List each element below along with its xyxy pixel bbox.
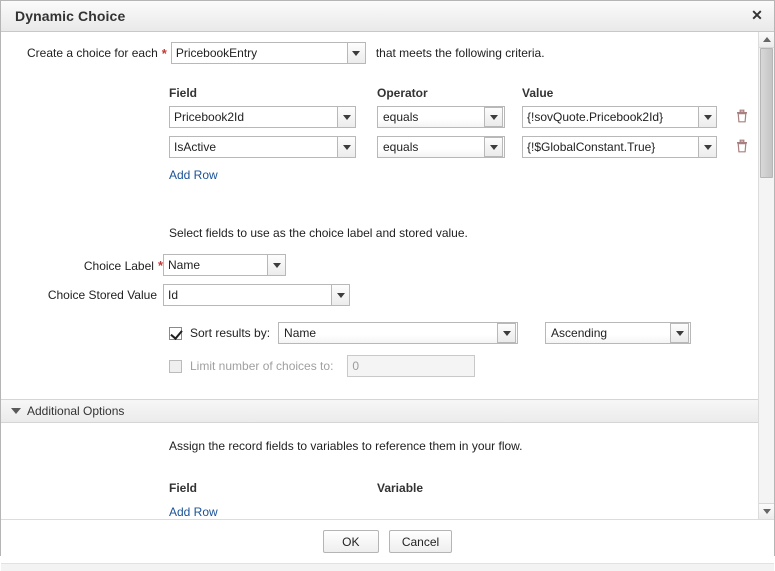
create-choice-suffix: that meets the following criteria. (375, 46, 545, 60)
chevron-down-icon[interactable] (670, 323, 689, 343)
sort-results-row (169, 322, 758, 344)
chevron-down-icon[interactable] (484, 137, 503, 157)
criteria-value-cell (522, 136, 722, 158)
chevron-down-icon[interactable] (331, 284, 350, 306)
criteria-value-input[interactable] (522, 106, 698, 128)
criteria-add-row-link[interactable]: Add Row (169, 168, 218, 182)
choice-label-combobox[interactable] (163, 254, 286, 276)
ok-button[interactable]: OK (323, 530, 379, 553)
criteria-operator-value: equals (383, 110, 419, 124)
limit-choices-label: Limit number of choices to: (190, 359, 334, 373)
arrow-down-icon[interactable] (759, 503, 774, 519)
criteria-field-input[interactable] (169, 136, 337, 158)
window-bottom-edge (1, 563, 774, 571)
criteria-value-combobox[interactable] (522, 106, 717, 128)
choice-label-caption-text: Choice Label (83, 258, 154, 273)
choice-label-row (1, 254, 758, 276)
field-variable-header-field: Field (169, 481, 198, 495)
chevron-down-icon[interactable] (337, 106, 356, 128)
dialog-footer (1, 519, 774, 563)
chevron-down-icon[interactable] (698, 106, 717, 128)
criteria-operator-cell (377, 106, 522, 128)
criteria-field-combobox[interactable] (169, 106, 356, 128)
criteria-row (169, 136, 758, 158)
limit-choices-row (169, 355, 758, 377)
criteria-value-input[interactable] (522, 136, 698, 158)
choice-stored-combobox[interactable] (163, 284, 350, 306)
triangle-down-icon (11, 408, 21, 414)
choice-stored-caption: Choice Stored Value (47, 288, 157, 302)
close-icon[interactable]: ✕ (751, 7, 763, 23)
criteria-operator-select[interactable] (377, 106, 505, 128)
trash-icon[interactable] (736, 109, 748, 126)
sort-field-select[interactable] (278, 322, 518, 344)
cancel-button[interactable]: Cancel (389, 530, 452, 553)
criteria-header-row (169, 86, 758, 100)
additional-options-section-header[interactable] (1, 399, 758, 423)
create-choice-required-marker: * (161, 45, 167, 61)
choice-label-required-marker: * (157, 257, 163, 273)
sort-field-value: Name (284, 326, 317, 340)
dialog-body (1, 32, 774, 519)
trash-icon[interactable] (736, 139, 748, 156)
criteria-operator-value: equals (383, 140, 419, 154)
additional-options-title: Additional Options (27, 404, 125, 418)
chevron-down-icon[interactable] (497, 323, 516, 343)
sort-direction-value: Ascending (551, 326, 608, 340)
object-combobox[interactable] (171, 42, 366, 64)
dialog-title: Dynamic Choice (15, 8, 126, 24)
criteria-header-value: Value (522, 86, 554, 100)
vertical-scrollbar[interactable] (758, 32, 774, 519)
choice-label-input[interactable] (163, 254, 267, 276)
criteria-operator-cell (377, 136, 522, 158)
additional-options-description: Assign the record fields to variables to reference them in your flow. (169, 439, 523, 453)
object-input[interactable] (171, 42, 347, 64)
choice-stored-input[interactable] (163, 284, 331, 306)
criteria-operator-select[interactable] (377, 136, 505, 158)
criteria-header-field: Field (169, 86, 198, 100)
chevron-down-icon[interactable] (484, 107, 503, 127)
criteria-field-cell (169, 136, 377, 158)
chevron-down-icon[interactable] (347, 42, 366, 64)
criteria-value-cell (522, 106, 722, 128)
create-choice-row (27, 32, 758, 64)
sort-results-checkbox[interactable] (169, 327, 182, 340)
choice-stored-value-row (1, 284, 758, 306)
criteria-field-cell (169, 106, 377, 128)
chevron-down-icon[interactable] (337, 136, 356, 158)
limit-choices-input[interactable] (347, 355, 475, 377)
field-variable-header-variable: Variable (377, 481, 424, 495)
additional-add-row-link[interactable]: Add Row (169, 505, 218, 519)
dialog-titlebar (1, 1, 774, 32)
criteria-field-combobox[interactable] (169, 136, 356, 158)
scroll-thumb[interactable] (760, 48, 773, 178)
chevron-down-icon[interactable] (698, 136, 717, 158)
criteria-row (169, 106, 758, 128)
limit-choices-checkbox[interactable] (169, 360, 182, 373)
criteria-table (169, 86, 758, 158)
choice-label-caption (1, 258, 163, 273)
choice-help-text: Select fields to use as the choice label and stored value. (169, 226, 468, 240)
chevron-down-icon[interactable] (267, 254, 286, 276)
field-variable-header-row (169, 481, 758, 495)
additional-options-body (1, 423, 758, 519)
scrollbar-track[interactable] (759, 48, 774, 503)
sort-results-label: Sort results by: (190, 326, 271, 340)
sort-direction-select[interactable] (545, 322, 691, 344)
dialog-scroll-content (1, 32, 758, 519)
criteria-value-combobox[interactable] (522, 136, 717, 158)
create-choice-label: Create a choice for each (27, 46, 158, 60)
arrow-up-icon[interactable] (759, 32, 774, 48)
criteria-header-operator: Operator (377, 86, 428, 100)
criteria-field-input[interactable] (169, 106, 337, 128)
